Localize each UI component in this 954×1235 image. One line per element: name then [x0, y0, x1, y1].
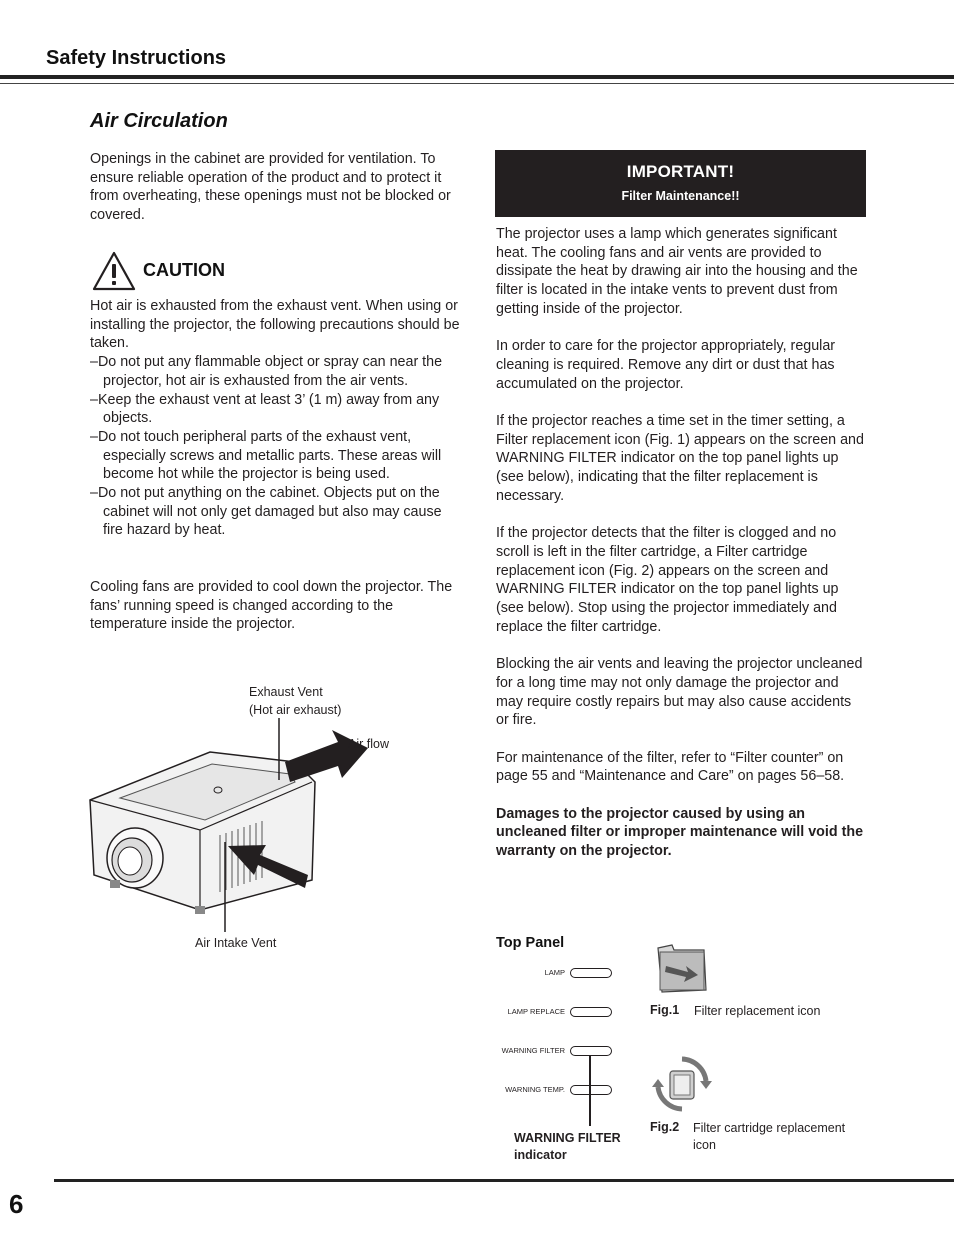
fig2-caption-line2: icon: [693, 1138, 716, 1152]
intro-paragraph: Openings in the cabinet are provided for ventilation. To ensure reliable operation of the product and to protect it from overheating, these openings must not be blocked or covered.: [90, 151, 451, 224]
warning-filter-callout-line: [589, 1056, 591, 1126]
paragraph: If the projector detects that the filter is clogged and no scroll is left in the filter cartridge, a Filter cartridge replacement icon (Fig. 2) appears on the screen and WARNING FILTER indicator on the top panel lights up (see below). Stop using the projector immediately and replace the filter cartridge.: [496, 525, 839, 635]
indicator-label-warning-temp: WARNING TEMP.: [505, 1085, 565, 1094]
filter-maintenance-text: [496, 225, 866, 880]
caution-bullet: –Do not put anything on the cabinet. Objects put on the cabinet will not only get damaged but also may cause fire hazard by heat.: [90, 485, 442, 539]
indicator-label-warning-filter: WARNING FILTER: [501, 1046, 565, 1055]
exhaust-vent-label-line1: Exhaust Vent: [249, 685, 323, 699]
paragraph: For maintenance of the filter, refer to “Filter counter” on page 55 and “Maintenance and Care” on pages 56–58.: [496, 749, 845, 785]
cooling-paragraph: Cooling fans are provided to cool down the projector. The fans’ running speed is changed according to the temperature inside the projector.: [90, 579, 453, 633]
important-banner: [495, 150, 866, 217]
filter-cartridge-replacement-icon: [652, 1055, 712, 1113]
page-number: 6: [9, 1189, 24, 1219]
caution-intro: Hot air is exhausted from the exhaust vent. When using or installing the projector, the following precautions should be taken.: [90, 298, 460, 352]
fig1-label: Fig.1: [650, 1003, 680, 1017]
warranty-warning: Damages to the projector caused by using an uncleaned filter or improper maintenance will void the warranty on the projector.: [496, 805, 864, 860]
top-panel-title: Top Panel: [496, 935, 565, 951]
indicator-lamp-replace: [570, 1007, 612, 1017]
paragraph: If the projector reaches a time set in the timer setting, a Filter replacement icon (Fig. 1) appears on the screen and WARNING FILTER indicator on the top panel lights up (see below), indicating that the filter replacement is necessary.: [496, 413, 864, 504]
indicator-warning-filter: [570, 1046, 612, 1056]
important-title: IMPORTANT!: [626, 162, 735, 181]
warning-filter-callout-line1: WARNING FILTER: [514, 1131, 621, 1145]
caution-text: [90, 297, 462, 540]
indicator-label-lamp: LAMP: [544, 968, 565, 977]
paragraph: In order to care for the projector appropriately, regular cleaning is required. Remove any dirt or dust that has accumulated on the projector.: [496, 338, 836, 392]
filter-replacement-icon: [652, 942, 710, 996]
important-subtitle: Filter Maintenance!!: [621, 189, 740, 203]
caution-bullet: –Keep the exhaust vent at least 3’ (1 m) away from any objects.: [90, 391, 440, 427]
paragraph: The projector uses a lamp which generates significant heat. The cooling fans and air vents are provided to dissipate the heat by drawing air into the housing and the filter is located in the intake vents to prevent dust from getting inside of the projector.: [496, 226, 858, 317]
indicator-label-lamp-replace: LAMP REPLACE: [507, 1007, 565, 1016]
exhaust-vent-label: [249, 683, 341, 719]
fig2-caption: [693, 1120, 845, 1154]
fig2-caption-line1: Filter cartridge replacement: [693, 1121, 846, 1135]
fig1-caption: Filter replacement icon: [694, 1004, 821, 1018]
indicator-lamp: [570, 968, 612, 978]
caution-bullet: –Do not put any flammable object or spray can near the projector, hot air is exhausted from the air vents.: [90, 354, 443, 389]
exhaust-vent-label-line2: (Hot air exhaust): [249, 703, 342, 717]
header-rule: [0, 75, 954, 79]
caution-bullet: –Do not touch peripheral parts of the exhaust vent, especially screws and metallic parts. These areas will become hot while the projector is being used.: [90, 428, 442, 483]
warning-filter-callout-line2: indicator: [514, 1148, 567, 1162]
air-intake-label: Air Intake Vent: [195, 936, 277, 950]
fig2-label: Fig.2: [650, 1120, 680, 1134]
caution-warning-icon: [92, 251, 136, 291]
page-header-title: Safety Instructions: [46, 47, 227, 69]
section-title: Air Circulation: [90, 110, 228, 132]
footer-rule: [54, 1179, 954, 1182]
paragraph: Blocking the air vents and leaving the projector uncleaned for a long time may not only damage the projector and may require costly repairs but may also cause accidents or fire.: [496, 656, 863, 729]
header-rule-thin: [0, 83, 954, 84]
air-flow-label: Air flow: [348, 737, 389, 751]
warning-filter-callout: [514, 1130, 621, 1164]
caution-label: CAUTION: [143, 260, 225, 280]
indicator-warning-temp: [570, 1085, 612, 1095]
